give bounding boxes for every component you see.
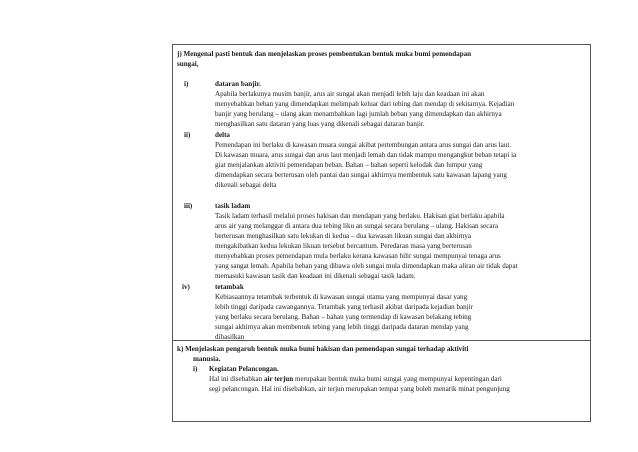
section-k-cell <box>173 341 591 422</box>
text-line: Di kawasan muara, arus sungai dan arus laut menjadi lemah dan tidak mampu mengangkut beban tetapi ia <box>215 151 517 159</box>
text-line <box>209 374 502 384</box>
text-line: dihasilkan <box>215 333 245 341</box>
text-line: menyebabkan proses pemendapan mula berlaku kerana kawasan hilir sungai mempunyai tenaga arus <box>215 252 501 260</box>
section-j-cell <box>173 45 591 341</box>
item-number: iv) <box>182 283 190 291</box>
text-segment: Hal ini disebabkan <box>209 375 264 383</box>
section-k-heading: k) Menjelaskan pengaruh bentuk muka bumi hakisan dan pemendapan sungai terhadap aktiviti <box>177 345 469 353</box>
text-segment: merupakan bentuk muka bumi sungai yang mempunyai kepentingan dari <box>293 375 502 383</box>
text-line: mengakibatkan kedua lekukan likuan tersebut bercantum. Peredaran masa yang berterusan <box>215 242 472 250</box>
text-line: berterusan menghasilkan satu lekukan di kedua – dua kawasan likuan sungai dan akhirnya <box>215 232 472 240</box>
text-line: menyebabkan beban yang dimendapkan melimpah keluar dari tebing dan mendap di sekitarnya. Kejadian <box>215 100 515 108</box>
text-line: Tasik ladam terhasil melalui proses hakisan dan mendapan yang berlaku. Hakisan giat berlaku apabila <box>215 212 505 220</box>
subitem-number: i) <box>193 365 198 373</box>
item-number: iii) <box>184 202 193 210</box>
section-j-heading: j) Mengenal pasti bentuk dan menjelaskan proses pembentukan bentuk muka bumi pemendapan <box>177 50 472 58</box>
text-line: dikenali sebagai delta <box>215 181 277 189</box>
text-line: yang sangat lemah. Apabila beban yang dibawa oleh sungai mula dimendapkan maka aliran air tidak dapat <box>215 262 518 270</box>
item-title-dataran-banjir: dataran banjir. <box>215 80 261 88</box>
text-line: lebih tinggi daripada cawangannya. Tetambak yang terhasil akibat daripada kejadian banjir <box>215 303 473 311</box>
subitem-title: Kegiatan Pelancongan. <box>209 365 279 373</box>
item-title-tasik-ladam: tasik ladam <box>215 202 251 210</box>
text-line: menghasilkan satu dataran yang luas yang dikenali sebagai dataran banjir. <box>215 120 425 128</box>
text-line: segi pelancongan. Hal ini disebabkan, air terjun merupakan tempat yang boleh menarik minat pengunjung <box>209 385 510 393</box>
emphasis-air-terjun: air terjun <box>263 375 294 383</box>
text-line: Apabila berlakunya musim banjir, arus air sungai akan menjadi lebih laju dan keadaan ini akan <box>215 90 485 98</box>
text-line: giat menjalankan aktiviti pemendapan beban. Bahan – bahan seperti kelodak dan lumpur yang <box>215 161 483 169</box>
text-line: yang berlaku secara berulang. Bahan – bahan yang termendap di kawasan belakang tebing <box>215 313 472 321</box>
text-line: banjir yang berulang – ulang akan menambahkan lagi jumlah beban yang dimendapkan dan akhirnya <box>215 110 502 118</box>
item-title-tetambak: tetambak <box>215 283 244 291</box>
text-line: arus air yang melanggar di antara dua tebing liku an sungai secara berulang – ulang. Hakisan secara <box>215 222 499 230</box>
item-number: i) <box>184 80 189 88</box>
text-line: memasuki kawasan tasik dan keadaan ini dikenali sebagai tasik ladam. <box>215 272 416 280</box>
notes-table <box>172 44 591 422</box>
item-title-delta: delta <box>215 131 230 139</box>
item-number: ii) <box>184 131 191 139</box>
section-k-heading-cont: manusia. <box>193 355 221 363</box>
text-line: Pemendapan ini berlaku di kawasan muara sungai akibat pertembungan antara arus sungai dan arus laut. <box>215 141 512 149</box>
text-line: sungai akhirnya akan membentuk tebing yang lebih tinggi daripada dataran mendap yang <box>215 323 469 331</box>
text-line: dimendapkan secara berterusan oleh pantai dan sungai akhirnya membentuk satu kawasan lapang yang <box>215 171 507 179</box>
text-line: Kebiasaannya tetambak terbentuk di kawasan sungai utama yang mempunyai dasar yang <box>215 293 468 301</box>
section-j-heading-cont: sungai, <box>177 60 199 68</box>
